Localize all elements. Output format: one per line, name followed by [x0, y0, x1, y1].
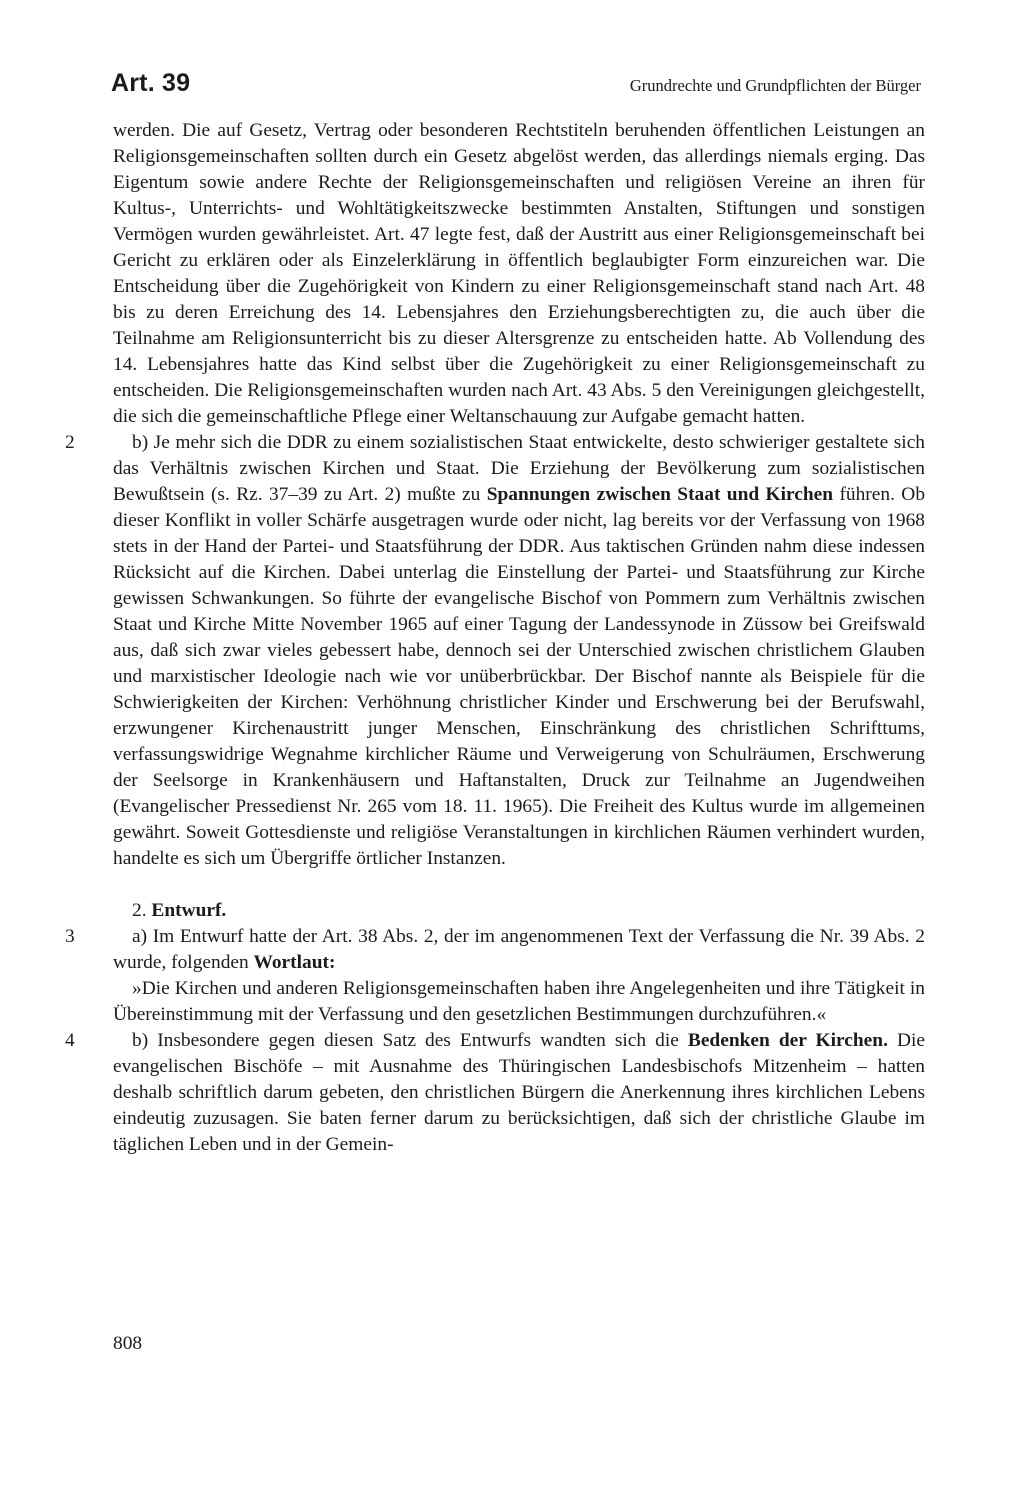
margin-number: 4 [65, 1030, 75, 1051]
paragraph-continuation [113, 118, 925, 430]
running-title: Grundrechte und Grundpflichten der Bürger [629, 76, 921, 95]
body-text [65, 118, 926, 1158]
quote-text: »Die Kirchen und anderen Religionsgemeinschaften haben ihre Angelegenheiten und ihre Tätigkeit in Übereinstimmung mit der Verfassung und den gesetzlichen Bestimmungen durchzuführen.« [113, 978, 925, 1025]
margin-number: 3 [65, 926, 75, 947]
paragraph-3 [65, 924, 925, 976]
paragraph-text: b) Je mehr sich die DDR zu einem sozialistischen Staat entwickelte, desto schwieriger gestaltete sich das Verhältnis zwischen Kirchen und Staat. Die Erziehung der Bevölkerung zum sozialistischen Bewußtsein (s. Rz. 37–39 zu Art. 2) mußte zu [113, 432, 925, 505]
article-label: Art. 39 [111, 69, 191, 97]
section-heading [113, 898, 925, 924]
quoted-draft-text [113, 976, 925, 1028]
bold-keyword: Bedenken der Kirchen. [687, 1030, 888, 1051]
page-number: 808 [113, 1333, 143, 1354]
paragraph-text: b) Insbesondere gegen diesen Satz des Entwurfs wandten sich die [132, 1030, 688, 1051]
page-header [0, 0, 1024, 110]
bold-keyword: Wortlaut: [253, 952, 336, 973]
section-number: 2. [132, 900, 147, 921]
bold-keyword: Spannungen zwischen Staat und Kirchen [486, 484, 834, 505]
margin-number: 2 [65, 432, 75, 453]
paragraph-text: Die evangelischen Bischöfe – mit Ausnahme des Thüringischen Landesbischofs Mitzenheim – hatten deshalb schriftlich darum gebeten, den christlichen Bürgern die Anerkennung ihres kirchlichen Lebens eindeutig zuzusagen. Sie baten ferner darum zu berücksichtigen, daß sich der christliche Glaube im täglichen Leben und in der Gemein- [113, 1030, 925, 1155]
paragraph-text: werden. Die auf Gesetz, Vertrag oder besonderen Rechtstiteln beruhenden öffentlichen Leistungen an Religionsgemeinschaften sollten durch ein Gesetz abgelöst werden, das allerdings niemals erging. Das Eigentum sowie andere Rechte der Religionsgemeinschaften und religiösen Vereine an ihren für Kultus-, Unterrichts- und Wohltätigkeitszwecke bestimmten Anstalten, Stiftungen und sonstigen Vermögen wurden gewährleistet. Art. 47 legte fest, daß der Austritt aus einer Religionsgemeinschaft bei Gericht zu erklären oder als Einzelerklärung in öffentlich beglaubigter Form einzureichen war. Die Entscheidung über die Zugehörigkeit von Kindern zu einer Religionsgemeinschaft stand nach Art. 48 bis zu deren Erreichung des 14. Lebensjahres den Erziehungsberechtigten zu, die auch über die Teilnahme am Religionsunterricht bis zu dieser Altersgrenze zu entscheiden hatte. Ab Vollendung des 14. Lebensjahres hatte das Kind selbst über die Zugehörigkeit zu einer Religionsgemeinschaft zu entscheiden. Die Religionsgemeinschaften wurden nach Art. 43 Abs. 5 den Vereinigungen gleichgestellt, die sich die gemeinschaftliche Pflege einer Weltanschauung zur Aufgabe gemacht hatten. [113, 120, 925, 427]
paragraph-2 [65, 430, 926, 872]
paragraph-4 [65, 1028, 925, 1158]
paragraph-text: führen. Ob dieser Konflikt in voller Schärfe ausgetragen wurde oder nicht, lag bereits vor der Verfassung von 1968 stets in der Hand der Partei- und Staatsführung der DDR. Aus taktischen Gründen nahm diese indessen Rücksicht auf die Kirchen. Dabei unterlag die Einstellung der Partei- und Staatsführung zur Kirche gewissen Schwankungen. So führte der evangelische Bischof von Pommern zum Verhältnis zwischen Staat und Kirche Mitte November 1965 auf einer Tagung der Landessynode in Züssow bei Greifswald aus, daß sich zwar vieles gebessert habe, dennoch sei der Unterschied zwischen christlichem Glauben und marxistischer Ideologie nach wie vor unüberbrückbar. Der Bischof nannte als Beispiele für die Schwierigkeiten der Kirchen: Verhöhnung christlicher Kinder und Erschwerung bei der Berufswahl, erzwungener Kirchenaustritt junger Menschen, Einschränkung des christlichen Schrifttums, verfassungswidrige Wegnahme kirchlicher Räume und Verweigerung von Schulräumen, Erschwerung der Seelsorge in Krankenhäusern und Haftanstalten, Druck zur Teilnahme an Jugendweihen (Evangelischer Pressedienst Nr. 265 vom 18. 11. 1965). Die Freiheit des Kultus wurde im allgemeinen gewährt. Soweit Gottesdienste und religiöse Veranstaltungen in kirchlichen Räumen verhindert wurden, handelte es sich um Übergriffe örtlicher Instanzen. [113, 484, 926, 869]
paragraph-text: a) Im Entwurf hatte der Art. 38 Abs. 2, der im angenommenen Text der Verfassung die Nr. 39 Abs. 2 wurde, folgenden [113, 926, 925, 973]
section-title: Entwurf. [151, 900, 227, 921]
